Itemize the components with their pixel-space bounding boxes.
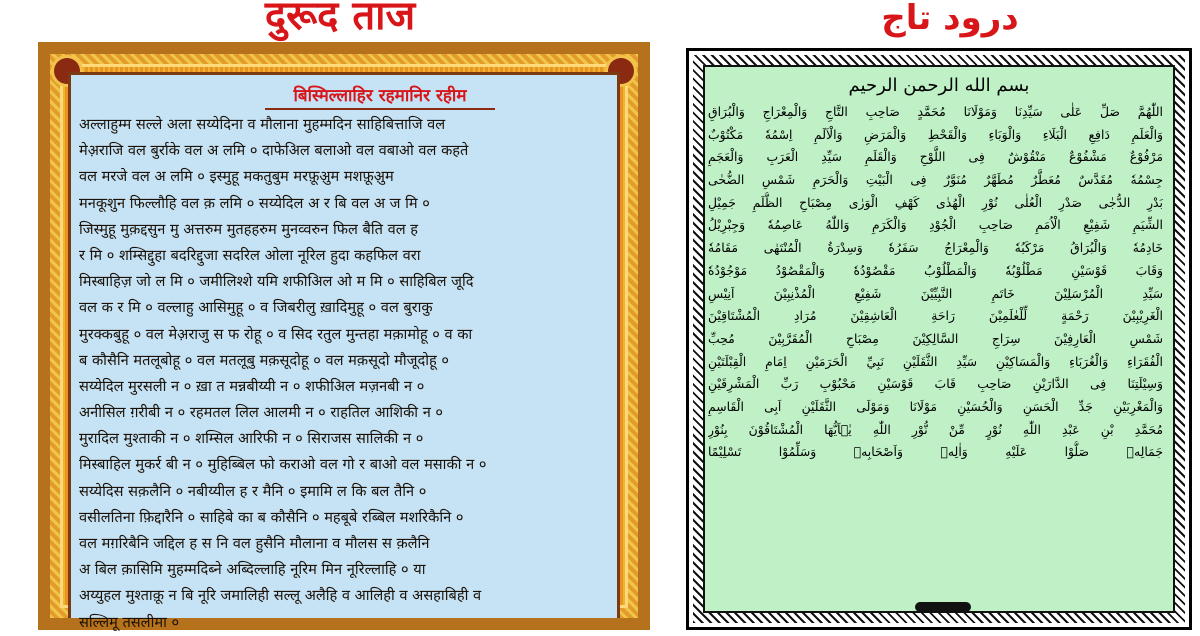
arabic-line: جَمَالِهٖ صَلُّوْا عَلَيْهِ وَاٰلِهٖ وَاَصْحَابِهٖ وَسَلِّمُوْا تَسْلِيْمًا (708, 444, 1163, 460)
hindi-title: दुरूद ताज (264, 0, 416, 39)
arabic-frame (686, 48, 1192, 630)
arabic-line: مَرْفُوْعٌ مَشْفُوْعٌ مَنْقُوْشٌ فِى اللَّوْحِ وَالْقَلَمِ سَيِّدِ الْعَرَبِ وَالْعَجَمِ (708, 149, 1163, 165)
arabic-line: وَسِيْلَتِنَا فِى الدَّارَيْنِ صَاحِبِ قَابَ قَوْسَيْنِ مَحْبُوْبِ رَبِّ الْمَشْرِقَيْنِ (708, 376, 1163, 392)
hindi-line: मुरादिल मुश्ताकी न ० शम्सिल आरिफी न ० सिराजस सालिकी न ० (79, 430, 424, 448)
arabic-heading: بسم الله الرحمن الرحيم (848, 75, 1030, 96)
hindi-line: र मि ० शम्सिद्दुहा बदरिद्दुजा सदरिल ओला नूरिल हुदा कहफिल वरा (79, 246, 421, 264)
arabic-line: وَالْمَغْرِبَيْنِ جَدِّ الْحَسَنِ وَالْحُسَيْنِ مَوْلَانَا وَمَوْلَى الثَّقَلَيْنِ اَبِى الْقَاسِمِ (708, 398, 1163, 414)
hindi-line: मिस्बाहिज़ जो ल मि ० जमीलिश्शे यमि शफीअिल ओ म मि ० साहिबिल जूदि (79, 273, 474, 291)
hindi-line: अ बिल क़ासिमि मुहम्मदिब्ने अब्दिल्लाहि नूरिम मिन नूरिल्लाहि ० या (79, 561, 426, 579)
arabic-line: شَمْسِ الْعَارِفِيْنَ سِرَاجِ السَّالِكِيْنَ مِصْبَاحِ الْمُقَرَّبِيْنَ مُحِبِّ (708, 330, 1163, 346)
hindi-line: ब कौसैनि मतलूबोहू ० वल मतलूबु मक़सूदोहू ० वल मक़सूदो मौजूदोहू ० (79, 351, 449, 369)
hindi-ornate-frame (38, 42, 650, 630)
arabic-line: مُحَمَّدِ بْنِ عَبْدِ اللّٰهِ نُوْرٍ مِّنْ نُّوْرِ اللّٰهِ يٰۤاَيُّهَا الْمُشْتَاقُوْنَ بِنُوْرِ (708, 421, 1163, 437)
arabic-line: الْغَرِيْبِيْنَ رَحْمَةٍ لِّلْعٰلَمِيْنَ رَاحَةِ الْعَاشِقِيْنَ مُرَادِ الْمُشْتَاقِيْنَ (708, 308, 1163, 324)
hindi-heading: बिस्मिल्लाहिर रहमानिर रहीम (265, 83, 495, 110)
hindi-line: मनकूशुन फिल्लौहि वल क़ लमि ० सय्येदिल अ र बि वल अ ज मि ० (79, 194, 430, 212)
hindi-line: वल मरजे वल अ लमि ० इस्मुहू मकतुबुम मरफ़ूअ़ुम मशफ़ूअ़ुम (79, 168, 394, 186)
hindi-line: वल क र मि ० वल्लाहु आसिमुहू ० व जिबरीलु ख़ादिमुहू ० वल बुराकु (79, 299, 433, 317)
arabic-line: سَيِّدِ الْمُرْسَلِيْنَ خَاتَمِ النَّبِيِّيْنَ شَفِيْعِ الْمُذْنِبِيْنَ اَنِيْسِ (708, 285, 1163, 301)
arabic-body (708, 101, 1163, 464)
hindi-line: मिस्बाहिल मुकर्र बी न ० मुहिब्बिल फो कराओ वल गो र बाओ वल मसाकी न ० (79, 456, 487, 474)
arabic-line: وَقَابَ قَوْسَيْنِ مَطْلُوْبُهٗ وَالْمَطْلُوْبُ مَقْصُوْدُهٗ وَالْمَقْصُوْدُ مَوْجُوْدُهٗ (708, 262, 1163, 278)
hindi-line: अनीसिल ग़रीबी न ० रहमतल लिल आलमी न ० राहतिल आशिकी न ० (79, 404, 444, 422)
arabic-line: اللّٰهُمَّ صَلِّ عَلٰى سَيِّدِنَا وَمَوْلَانَا مُحَمَّدٍ صَاحِبِ التَّاجِ وَالْمِعْرَاجِ وَالْبُرَاقِ (708, 104, 1163, 119)
arabic-line: بَدْرِ الدُّجٰى صَدْرِ الْعُلٰى نُوْرِ الْهُدٰى كَهْفِ الْوَرٰى مِصْبَاحِ الظُّلَمِ جَمِيْلِ (708, 194, 1163, 210)
hindi-line: मुरक्कबुहू ० वल मेअ़राजु स फ रोहू ० व सिद रतुल मुन्तहा मक़ामोहू ० व का (79, 325, 473, 343)
arabic-line: جِسْمُهٗ مُقَدَّسٌ مُعَطَّرٌ مُطَهَّرٌ مُنَوَّرٌ فِى الْبَيْتِ وَالْحَرَمِ شَمْسِ الضُّحٰى (708, 172, 1163, 188)
hindi-line: वसीलतिना फ़िद्दारैनि ० साहिबे का ब कौसैनि ० महबूबे रब्बिल मशरिकैनि ० (79, 508, 464, 526)
arabic-line: خَادِمُهٗ وَالْبُرَاقُ مَرْكَبُهٗ وَالْمِعْرَاجُ سَفَرُهٗ وَسِدْرَةُ الْمُنْتَهٰى مَقَامُهٗ (708, 240, 1163, 256)
hindi-line: वल मग़रिबैनि जद्दिल ह स नि वल हुसैनि मौलाना व मौलस स क़लैनि (79, 535, 430, 552)
hindi-line: अय्युहल मुश्ताक़ू न बि नूरि जमालिही सल्लू अलैहि व आलिही व असहाबिही व (79, 587, 482, 605)
hindi-text-panel (68, 72, 620, 631)
bottom-ornament (915, 602, 971, 612)
hindi-line: जिस्मुहू मुक़द्दसुन मु अत्तरुम मुतहहरुम मुनव्वरुन फिल बैति वल ह (79, 220, 418, 238)
arabic-text-panel (703, 65, 1175, 613)
hindi-body (79, 112, 609, 636)
hindi-line: सल्लिमू तसलीमा ० (79, 613, 180, 631)
hindi-line: सय्येदिस सक़लैनि ० नबीय्यील ह र मैनि ० इमामि ल कि बल तैनि ० (79, 482, 427, 500)
hindi-line: मेअ़राजि वल बुर्राके वल अ लमि ० दाफेअिल बलाओ वल वबाओ वल कहते (79, 142, 469, 160)
hindi-line: सय्येदिल मुरसली न ० ख़ा त मन्नबीय्यी न ० शफीअिल मज़नबी न ० (79, 377, 425, 395)
arabic-line: الْفُقَرَاءِ وَالْغُرَبَاءِ وَالْمَسَاكِيْنِ سَيِّدِ الثَّقَلَيْنِ نَبِيِّ الْحَرَمَيْنِ اِمَامِ الْقِبْلَتَيْنِ (708, 353, 1163, 369)
arabic-line: وَالْعَلَمِ دَافِعِ الْبَلَاءِ وَالْوَبَاءِ وَالْقَحْطِ وَالْمَرَضِ وَالْاَلَمِ اِسْمُهٗ مَكْتُوْبٌ (708, 126, 1163, 142)
hindi-line: अल्लाहुम्म सल्ले अला सय्येदिना व मौलाना मुहम्मदिन साहिबित्ताजि वल (79, 116, 446, 133)
urdu-title: درود تاج (881, 0, 1019, 38)
arabic-line: الشِّيَمِ شَفِيْعِ الْاُمَمِ صَاحِبِ الْجُوْدِ وَالْكَرَمِ وَاللّٰهُ عَاصِمُهٗ وَجِبْرِيْلُ (708, 217, 1163, 233)
